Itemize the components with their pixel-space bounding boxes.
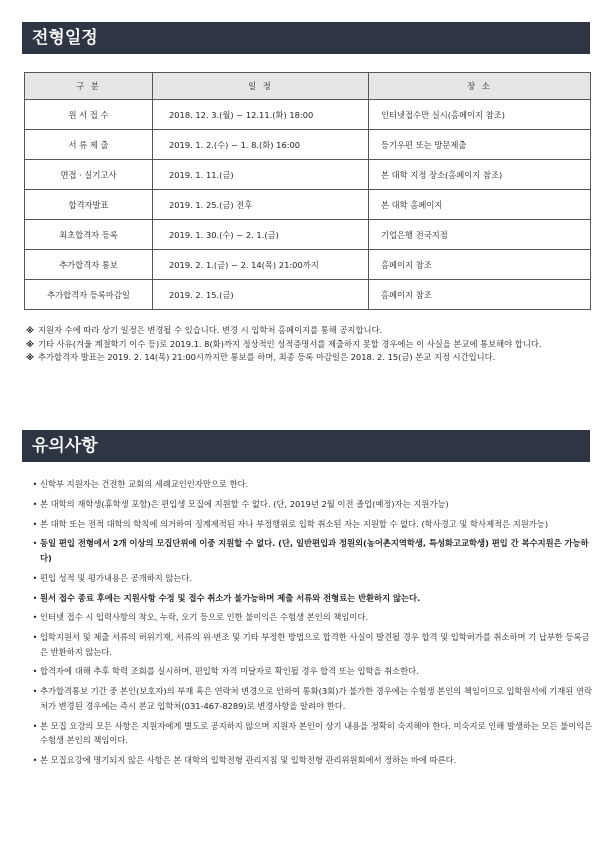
row-category: 추가합격자 통보	[25, 250, 153, 280]
list-item	[30, 684, 596, 713]
row-category: 서 류 제 출	[25, 130, 153, 160]
note-item	[26, 324, 592, 338]
header-schedule: 일 정	[153, 73, 369, 100]
row-date: 2019. 1. 11.(금)	[153, 160, 369, 190]
precaution-text: 동일 편입 전형에서 2개 이상의 모집단위에 이중 지원할 수 없다. (단, 일반편입과 정원외(농어촌지역학생, 특성화고교학생) 편입 간 복수지원은 가능하다)	[40, 538, 589, 563]
precaution-text: 본 대학의 재학생(휴학생 포함)은 편입생 모집에 지원할 수 없다. (단, 2019년 2월 이전 졸업(예정)자는 지원가능)	[40, 498, 449, 509]
precaution-text: 본 대학 또는 전적 대학의 학칙에 의거하여 징계제적된 자나 부정행위로 입학 취소된 자는 지원할 수 없다. (학사경고 및 학사제적은 지원가능)	[40, 518, 549, 529]
row-location: 기업은행 전국지점	[369, 220, 591, 250]
row-category: 면접 · 실기고사	[25, 160, 153, 190]
precautions-list	[30, 477, 596, 773]
list-item	[30, 571, 596, 586]
section-title-schedule: 전형일정	[22, 22, 590, 54]
table-row	[25, 250, 591, 280]
bullet-icon: •	[32, 754, 38, 765]
row-date: 2019. 1. 25.(금) 전후	[153, 190, 369, 220]
reference-mark-icon: ※	[26, 338, 35, 349]
row-location: 인터넷접수만 실시(홈페이지 참조)	[369, 100, 591, 130]
table-row	[25, 220, 591, 250]
row-category: 최초합격자 등록	[25, 220, 153, 250]
section-title-precautions: 유의사항	[22, 430, 590, 462]
precaution-text: 입학지원서 및 제출 서류의 허위기재, 서류의 위·변조 및 기타 부정한 방법으로 합격한 사실이 발견될 경우 합격 및 입학허가를 취소하며 기 납부한 등록금은 반환하지 않는다.	[40, 632, 590, 657]
schedule-notes	[26, 324, 592, 365]
table-row	[25, 190, 591, 220]
list-item	[30, 753, 596, 768]
list-item	[30, 610, 596, 625]
list-item	[30, 664, 596, 679]
list-item	[30, 630, 596, 659]
note-text: 지원자 수에 따라 상기 일정은 변경될 수 있습니다. 변경 시 입학처 홈페이지를 통해 공지합니다.	[38, 325, 383, 335]
table-row	[25, 280, 591, 310]
bullet-icon: •	[32, 612, 38, 623]
row-category: 원 서 접 수	[25, 100, 153, 130]
table-row	[25, 130, 591, 160]
row-date: 2019. 1. 30.(수) ~ 2. 1.(금)	[153, 220, 369, 250]
precaution-text: 편입 성적 및 평가내용은 공개하지 않는다.	[40, 572, 193, 583]
row-date: 2019. 2. 15.(금)	[153, 280, 369, 310]
precaution-text: 합격자에 대해 추후 학력 조회를 실시하며, 편입학 자격 미달자로 확인될 경우 합격 또는 입학을 취소한다.	[40, 666, 419, 677]
bullet-icon: •	[32, 592, 38, 603]
list-item	[30, 517, 596, 532]
note-item	[26, 351, 592, 365]
precaution-text: 본 모집 요강의 모든 사항은 지원자에게 별도로 공지하지 않으며 지원자 본인이 상기 내용을 정확히 숙지해야 한다. 미숙지로 인해 발생하는 모든 불이익은 수험생 본인의 책임이다.	[40, 720, 593, 746]
bullet-icon: •	[32, 666, 38, 677]
row-date: 2018. 12. 3.(월) ~ 12.11.(화) 18:00	[153, 100, 369, 130]
precaution-text: 인터넷 접수 시 입력사항의 착오, 누락, 오기 등으로 인한 불이익은 수험생 본인의 책임이다.	[40, 612, 369, 623]
list-item	[30, 477, 596, 492]
bullet-icon: •	[32, 686, 38, 697]
precaution-text: 원서 접수 종료 후에는 지원사항 수정 및 접수 취소가 불가능하며 제출 서류와 전형료는 반환하지 않는다.	[40, 592, 421, 603]
precaution-text: 추가합격통보 기간 중 본인(보호자)의 부재 혹은 연락처 변경으로 인하여 통화(3회)가 불가한 경우에는 수험생 본인의 책임이므로 입학원서에 기재된 연락처가 변경된 경우에는 즉시 본교 입학처(031-467-8289)로 변경사항을 알려야 한다.	[40, 686, 592, 711]
table-row	[25, 100, 591, 130]
bullet-icon: •	[32, 572, 38, 583]
precaution-text: 본 모집요강에 명기되지 않은 사항은 본 대학의 입학전형 관리지침 및 입학전형 관리위원회에서 정하는 바에 따른다.	[40, 754, 457, 765]
note-item	[26, 338, 592, 352]
bullet-icon: •	[32, 479, 38, 489]
row-location: 본 대학 홈페이지	[369, 190, 591, 220]
list-item	[30, 497, 596, 512]
row-location: 등기우편 또는 방문제출	[369, 130, 591, 160]
row-category: 추가합격자 등록마감일	[25, 280, 153, 310]
reference-mark-icon: ※	[26, 352, 35, 362]
table-row	[25, 160, 591, 190]
row-category: 합격자발표	[25, 190, 153, 220]
bullet-icon: •	[32, 538, 38, 549]
header-location: 장 소	[369, 73, 591, 100]
bullet-icon: •	[32, 518, 38, 529]
row-location: 본 대학 지정 장소(홈페이지 참조)	[369, 160, 591, 190]
row-location: 홈페이지 참조	[369, 250, 591, 280]
list-item	[30, 591, 596, 606]
bullet-icon: •	[32, 720, 38, 731]
reference-mark-icon: ※	[26, 325, 35, 335]
row-location: 홈페이지 참조	[369, 280, 591, 310]
table-header-row	[25, 73, 591, 100]
list-item	[30, 719, 596, 748]
note-text: 추가합격자 발표는 2019. 2. 14(목) 21:00시까지만 통보를 하며, 최종 등록 마감일은 2018. 2. 15(금) 본교 지정 시간입니다.	[38, 352, 496, 362]
header-category: 구 분	[25, 73, 153, 100]
bullet-icon: •	[32, 498, 38, 509]
row-date: 2019. 2. 1.(금) ~ 2. 14(목) 21:00까지	[153, 250, 369, 280]
list-item	[30, 536, 596, 565]
bullet-icon: •	[32, 632, 38, 643]
precaution-text: 신학부 지원자는 건전한 교회의 세례교인인자만으로 한다.	[40, 479, 249, 489]
schedule-table	[24, 72, 591, 310]
note-text: 기타 사유(겨울 계절학기 이수 등)로 2019.1. 8(화)까지 정상적인 성적증명서를 제출하지 못할 경우에는 이 사실을 본교에 통보해야 합니다.	[38, 338, 542, 349]
row-date: 2019. 1. 2.(수) ~ 1. 8.(화) 16:00	[153, 130, 369, 160]
